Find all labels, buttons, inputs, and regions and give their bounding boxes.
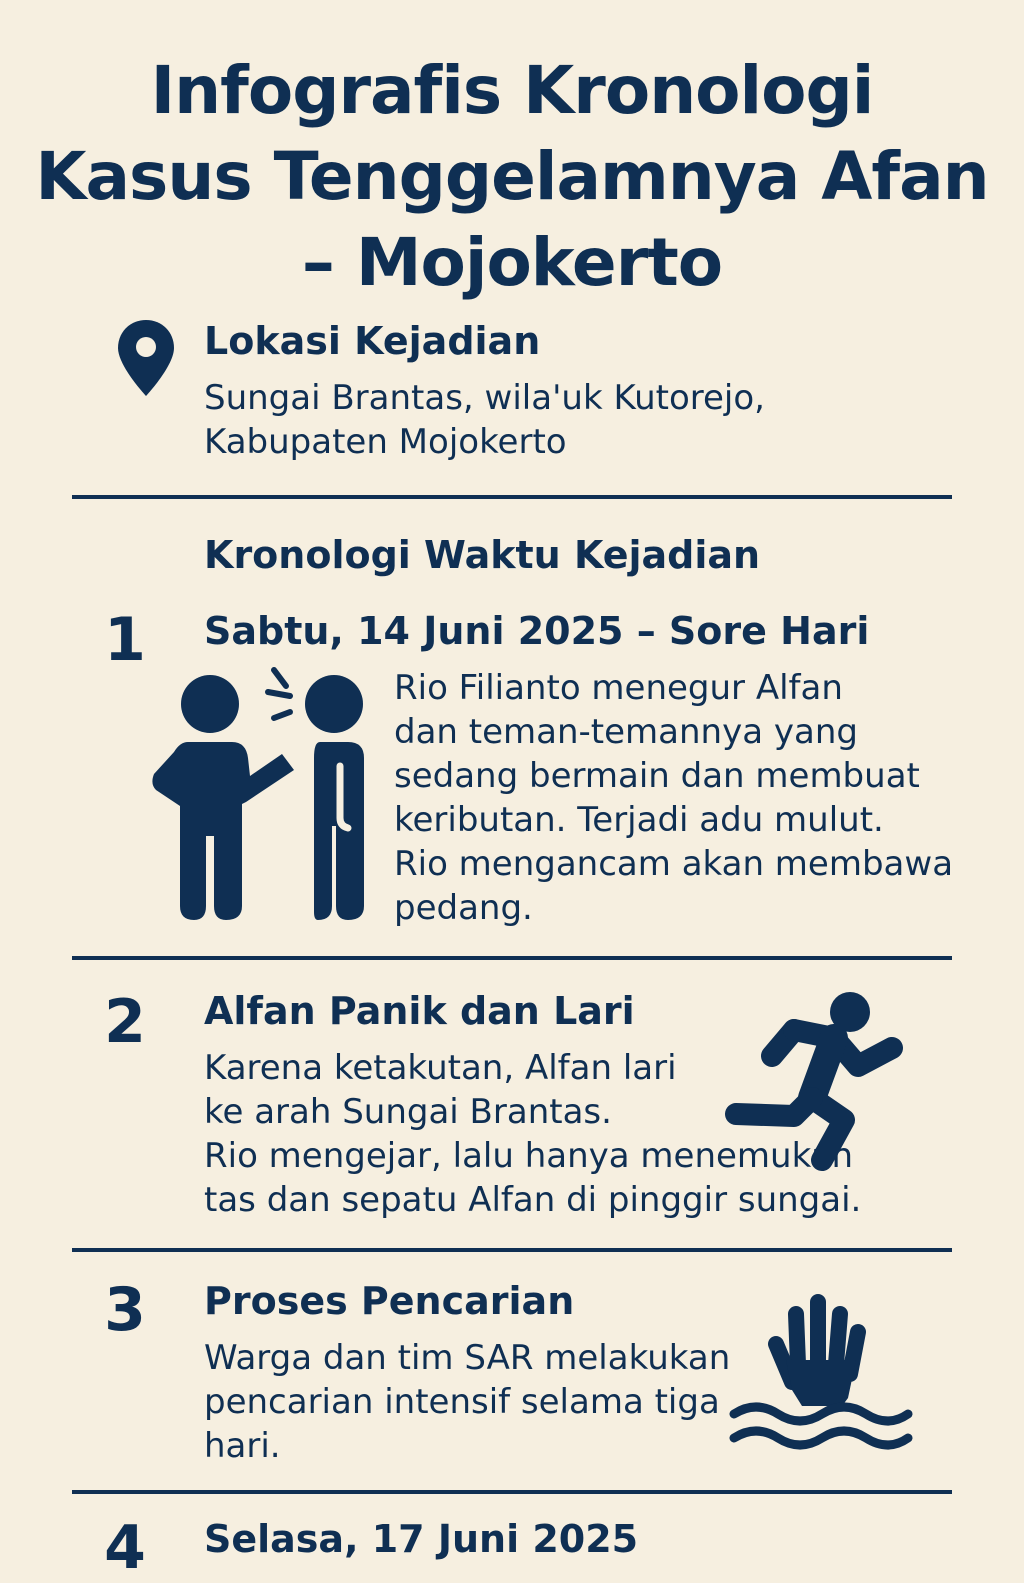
divider (72, 956, 952, 960)
map-pin-icon (116, 318, 176, 398)
title-line-3: – Mojokerto (301, 224, 723, 301)
location-line-1: Sungai Brantas, wila'uk Kutorejo, (204, 378, 765, 418)
step-number: 1 (104, 605, 146, 675)
step-body-line: keributan. Terjadi adu mulut. (394, 800, 884, 840)
step-body-line: sedang bermain dan membuat (394, 756, 920, 796)
divider (72, 1248, 952, 1252)
step-heading: Selasa, 17 Juni 2025 (204, 1517, 639, 1561)
running-person-icon (722, 990, 912, 1175)
step-body-line: hari. (204, 1426, 281, 1466)
step-body (394, 666, 953, 930)
two-people-arguing-icon (150, 666, 380, 926)
step-number: 4 (104, 1513, 146, 1583)
step-body-line: ke arah Sungai Brantas. (204, 1092, 612, 1132)
title-line-1: Infografis Kronologi (150, 52, 874, 129)
step-heading: Proses Pencarian (204, 1279, 575, 1323)
step-body-line: pencarian intensif selama tiga (204, 1382, 720, 1422)
step-body-line: Warga dan tim SAR melakukan (204, 1338, 731, 1378)
location-line-2: Kabupaten Mojokerto (204, 422, 567, 462)
timeline-heading: Kronologi Waktu Kejadian (204, 533, 761, 577)
step-number: 3 (104, 1275, 146, 1345)
step-number: 2 (104, 987, 146, 1057)
divider (72, 1490, 952, 1494)
page-title (0, 48, 1024, 306)
step-body-line: pedang. (394, 888, 533, 928)
step-heading: Sabtu, 14 Juni 2025 – Sore Hari (204, 609, 870, 653)
step-body-line: Rio mengejar, lalu hanya menemukan (204, 1136, 854, 1176)
step-body (204, 1336, 730, 1468)
title-line-2: Kasus Tenggelamnya Afan (35, 138, 989, 215)
location-heading: Lokasi Kejadian (204, 319, 541, 363)
divider (72, 495, 952, 499)
step-body-line: Karena ketakutan, Alfan lari (204, 1048, 677, 1088)
step-body-line: tas dan sepatu Alfan di pinggir sungai. (204, 1180, 862, 1220)
step-body-line: Rio Filianto menegur Alfan (394, 668, 843, 708)
step-heading: Alfan Panik dan Lari (204, 989, 635, 1033)
step-body-line: dan teman-temannya yang (394, 712, 858, 752)
drowning-hand-icon (726, 1290, 916, 1450)
step-body-line: Rio mengancam akan membawa (394, 844, 954, 884)
